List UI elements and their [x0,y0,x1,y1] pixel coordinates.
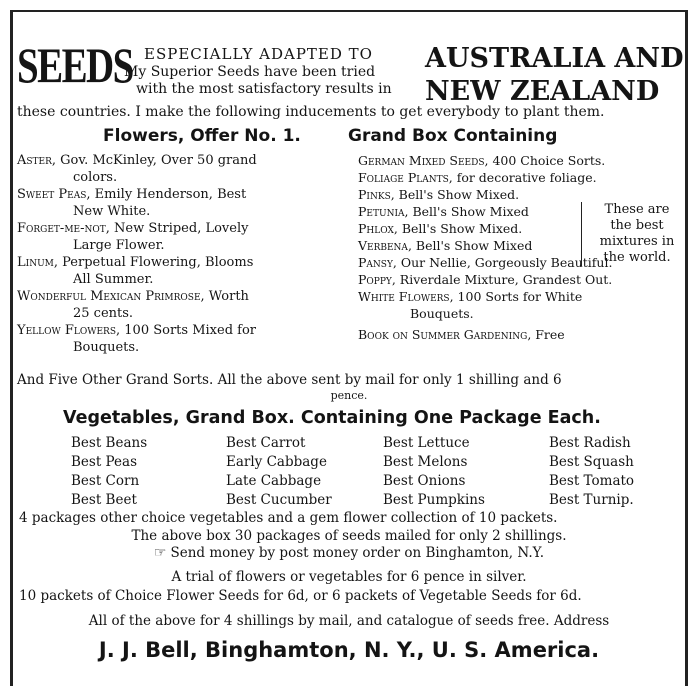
list-item: Early Cabbage [226,454,327,470]
list-item: Best Radish [549,435,631,451]
list-item: Wonderful Mexican Primrose, Worth [17,289,249,304]
combined-offer: All of the above for 4 shillings by mail, and catalogue of seeds free. Address [88,613,610,629]
side-note: These are the best mixtures in the world. [599,202,675,265]
flowers-list: Aster, Gov. McKinley, Over 50 grand colors. Sweet Peas, Emily Henderson, Best New White. Forget-me-not, New Striped, Lovely Large Flower. Linum, Perpetual Flowering, Blooms All Summer. Wonderful Mexican Primrose, Worth 25 cents. Yellow Flowers, 100 Sorts Mixed for Bouquets. [17,152,347,356]
remittance-note: ☞ Send money by post money order on Binghamton, N.Y. [153,545,545,561]
list-item: Best Beans [71,435,148,451]
grand-box-list: German Mixed Seeds, 400 Choice Sorts. Foliage Plants, for decorative foliage. Pinks, Bell's Show Mixed. Petunia, Bell's Show Mixed Phlox, Bell's Show Mixed. Verbena, Bell's Show Mixed Pansy, Our Nellie, Gorgeously Beautiful. Poppy, Riverdale Mixture, Grandest Out. White Flowers, 100 Sorts for White Bouquets. Book on Summer Gardening, Free [358,152,688,343]
veg-column-4 [549,434,634,510]
list-item: Best Pumpkins [383,492,485,508]
list-item: Best Turnip. [549,492,634,508]
list-item: Phlox, Bell's Show Mixed. [358,221,523,236]
vegetables-heading: Vegetables, Grand Box. Containing One Package Each. [63,408,601,428]
list-item: Best Carrot [226,435,306,451]
list-item: Linum, Perpetual Flowering, Blooms [17,255,254,270]
list-item: Aster, Gov. McKinley, Over 50 grand [17,153,257,168]
list-item: Foliage Plants, for decorative foliage. [358,170,597,185]
seeds-headline: SEEDS [17,37,133,93]
country-headline-new-zealand: NEW ZEALAND [425,76,660,107]
list-item: Petunia, Bell's Show Mixed [358,204,529,219]
flowers-offer-heading: Flowers, Offer No. 1. [103,126,301,146]
flowers-summary-cont: pence. [330,389,368,402]
list-item: Late Cabbage [226,473,322,489]
vegetables-box-price: The above box 30 packages of seeds mailed for only 2 shillings. [131,528,567,544]
vegetables-summary: 4 packages other choice vegetables and a gem flower collection of 10 packets. [19,510,558,526]
flowers-summary: And Five Other Grand Sorts. All the above sent by mail for only 1 shilling and 6 [17,372,562,388]
list-item: Best Melons [383,454,468,470]
list-item: Sweet Peas, Emily Henderson, Best [17,187,247,202]
tagline-line-2: My Superior Seeds have been tried [124,64,376,80]
book-offer: Book on Summer Gardening, Free [358,327,565,342]
list-item: Forget-me-not, New Striped, Lovely [17,221,249,236]
veg-column-3 [383,434,485,510]
country-headline-australia: AUSTRALIA AND [425,43,684,74]
list-item: Verbena, Bell's Show Mixed [358,238,533,253]
tagline-line-3: with the most satisfactory results in [136,81,392,97]
packets-offer: 10 packets of Choice Flower Seeds for 6d, or 6 packets of Vegetable Seeds for 6d. [19,588,582,604]
list-item: Pansy, Our Nellie, Gorgeously Beautiful. [358,255,613,270]
pointing-hand-icon: ☞ [153,545,167,561]
list-item: Best Lettuce [383,435,470,451]
list-item: Best Peas [71,454,137,470]
list-item: Poppy, Riverdale Mixture, Grandest Out. [358,272,613,287]
trial-offer: A trial of flowers or vegetables for 6 pence in silver. [171,569,527,585]
advertiser-address: J. J. Bell, Binghamton, N. Y., U. S. America. [98,638,600,662]
list-item: Best Tomato [549,473,635,489]
veg-column-1 [71,434,147,510]
side-note-bracket [581,202,582,266]
veg-column-2 [226,434,332,510]
list-item: Best Cucumber [226,492,332,508]
list-item: Best Corn [71,473,140,489]
list-item: Best Beet [71,492,137,508]
list-item: Yellow Flowers, 100 Sorts Mixed for [17,323,257,338]
list-item: German Mixed Seeds, 400 Choice Sorts. [358,153,606,168]
grand-box-heading: Grand Box Containing [348,126,558,146]
list-item: Best Squash [549,454,634,470]
intro-text: these countries. I make the following inducements to get everybody to plant them. [17,104,605,120]
list-item: Best Onions [383,473,466,489]
list-item: White Flowers, 100 Sorts for White [358,289,583,304]
seed-advertisement [10,10,688,686]
tagline-line-1: ESPECIALLY ADAPTED TO [144,45,373,63]
list-item: Pinks, Bell's Show Mixed. [358,187,520,202]
